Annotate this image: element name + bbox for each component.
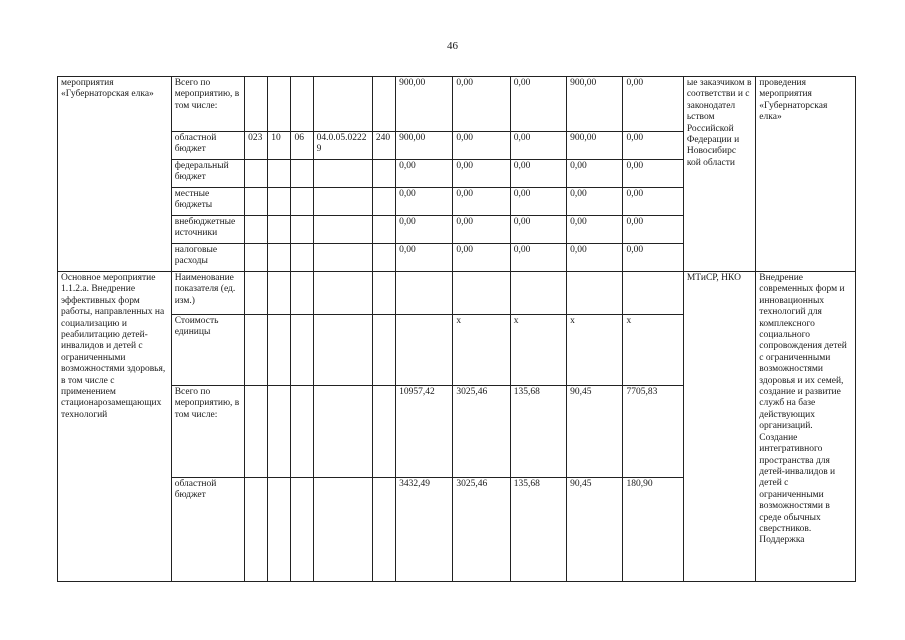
grbs-cell <box>245 272 268 315</box>
expected-result-cell: Внедрение современных форм и инновационных технологий для комплексного социального сопровождения детей с ограниченными возможностями здоровья и их семей, создание и развитие служб на базе действующих организаций. Создание интегративного пространства для детей-инвалидов и детей с ограниченными возможностями в среде обычных сверстников. Поддержка <box>756 272 856 582</box>
target-article-cell <box>313 160 372 188</box>
grbs-cell <box>245 188 268 216</box>
year4-cell: 0,00 <box>623 216 683 244</box>
year2-cell: 0,00 <box>510 160 566 188</box>
subsection-cell <box>291 478 313 582</box>
year3-cell: 90,45 <box>567 386 623 478</box>
subsection-cell <box>291 244 313 272</box>
year1-cell: 0,00 <box>453 160 510 188</box>
section-cell <box>268 160 291 188</box>
section-cell <box>268 77 291 132</box>
total-cell <box>396 272 453 315</box>
funding-source-cell: Всего по мероприятию, в том числе: <box>171 386 244 478</box>
year3-cell: 900,00 <box>567 77 623 132</box>
grbs-cell: 023 <box>245 132 268 160</box>
executor-cell: ые заказчиком в соответстви и с законодател ьством Российской Федерации и Новосибирс кой области <box>683 77 755 272</box>
target-article-cell <box>313 188 372 216</box>
section-cell <box>268 315 291 386</box>
expense-type-cell: 240 <box>372 132 395 160</box>
grbs-cell <box>245 77 268 132</box>
section-cell <box>268 386 291 478</box>
expense-type-cell <box>372 160 395 188</box>
funding-source-cell: внебюджетные источники <box>171 216 244 244</box>
page-number: 46 <box>447 40 458 52</box>
funding-source-cell: налоговые расходы <box>171 244 244 272</box>
expense-type-cell <box>372 386 395 478</box>
section-cell: 10 <box>268 132 291 160</box>
event-name-cell: мероприятия «Губернаторская елка» <box>58 77 172 272</box>
total-cell <box>396 315 453 386</box>
section-cell <box>268 272 291 315</box>
target-article-cell: 04.0.05.02229 <box>313 132 372 160</box>
target-article-cell <box>313 315 372 386</box>
expense-type-cell <box>372 478 395 582</box>
target-article-cell <box>313 478 372 582</box>
subsection-cell <box>291 272 313 315</box>
funding-source-cell: местные бюджеты <box>171 188 244 216</box>
funding-source-cell: Наименование показателя (ед. изм.) <box>171 272 244 315</box>
funding-source-cell: областной бюджет <box>171 478 244 582</box>
target-article-cell <box>313 216 372 244</box>
year2-cell: х <box>510 315 566 386</box>
executor-cell: МТиСР, НКО <box>683 272 755 582</box>
total-cell: 10957,42 <box>396 386 453 478</box>
year4-cell <box>623 272 683 315</box>
year4-cell: 0,00 <box>623 244 683 272</box>
funding-table <box>57 76 856 582</box>
year1-cell: 0,00 <box>453 77 510 132</box>
year4-cell: 0,00 <box>623 188 683 216</box>
grbs-cell <box>245 315 268 386</box>
year3-cell: 0,00 <box>567 160 623 188</box>
year2-cell: 0,00 <box>510 132 566 160</box>
subsection-cell <box>291 160 313 188</box>
funding-source-cell: Стоимость единицы <box>171 315 244 386</box>
year3-cell: х <box>567 315 623 386</box>
section-cell <box>268 216 291 244</box>
year4-cell: 180,90 <box>623 478 683 582</box>
section-cell <box>268 478 291 582</box>
year4-cell: 0,00 <box>623 132 683 160</box>
grbs-cell <box>245 216 268 244</box>
year1-cell <box>453 272 510 315</box>
year4-cell: 0,00 <box>623 160 683 188</box>
expense-type-cell <box>372 315 395 386</box>
funding-source-cell: областной бюджет <box>171 132 244 160</box>
year1-cell: 0,00 <box>453 244 510 272</box>
subsection-cell <box>291 77 313 132</box>
grbs-cell <box>245 478 268 582</box>
year1-cell: х <box>453 315 510 386</box>
funding-source-cell: федеральный бюджет <box>171 160 244 188</box>
year3-cell: 0,00 <box>567 216 623 244</box>
year2-cell <box>510 272 566 315</box>
year1-cell: 0,00 <box>453 216 510 244</box>
year4-cell: 0,00 <box>623 77 683 132</box>
expense-type-cell <box>372 244 395 272</box>
table-row <box>58 77 856 132</box>
subsection-cell <box>291 386 313 478</box>
subsection-cell <box>291 188 313 216</box>
grbs-cell <box>245 244 268 272</box>
table-body <box>58 77 856 582</box>
total-cell: 0,00 <box>396 216 453 244</box>
year2-cell: 0,00 <box>510 77 566 132</box>
funding-source-cell: Всего по мероприятию, в том числе: <box>171 77 244 132</box>
year1-cell: 3025,46 <box>453 386 510 478</box>
target-article-cell <box>313 386 372 478</box>
year2-cell: 0,00 <box>510 216 566 244</box>
year3-cell: 900,00 <box>567 132 623 160</box>
expense-type-cell <box>372 272 395 315</box>
total-cell: 900,00 <box>396 132 453 160</box>
total-cell: 0,00 <box>396 244 453 272</box>
expense-type-cell <box>372 188 395 216</box>
total-cell: 0,00 <box>396 188 453 216</box>
grbs-cell <box>245 386 268 478</box>
expected-result-cell: проведения мероприятия «Губернаторская елка» <box>756 77 856 272</box>
year4-cell: х <box>623 315 683 386</box>
grbs-cell <box>245 160 268 188</box>
target-article-cell <box>313 77 372 132</box>
expense-type-cell <box>372 77 395 132</box>
subsection-cell: 06 <box>291 132 313 160</box>
year2-cell: 135,68 <box>510 386 566 478</box>
total-cell: 3432,49 <box>396 478 453 582</box>
year2-cell: 0,00 <box>510 188 566 216</box>
expense-type-cell <box>372 216 395 244</box>
year1-cell: 3025,46 <box>453 478 510 582</box>
section-cell <box>268 244 291 272</box>
year2-cell: 0,00 <box>510 244 566 272</box>
subsection-cell <box>291 315 313 386</box>
table-row <box>58 272 856 315</box>
event-name-cell: Основное мероприятие 1.1.2.а. Внедрение эффективных форм работы, направленных на социализацию и реабилитацию детей-инвалидов и детей с ограниченными возможностями здоровья, в том числе с применением стационарозамещающих технологий <box>58 272 172 582</box>
subsection-cell <box>291 216 313 244</box>
year1-cell: 0,00 <box>453 132 510 160</box>
total-cell: 900,00 <box>396 77 453 132</box>
year3-cell <box>567 272 623 315</box>
target-article-cell <box>313 244 372 272</box>
section-cell <box>268 188 291 216</box>
year3-cell: 90,45 <box>567 478 623 582</box>
year3-cell: 0,00 <box>567 244 623 272</box>
year4-cell: 7705,83 <box>623 386 683 478</box>
total-cell: 0,00 <box>396 160 453 188</box>
target-article-cell <box>313 272 372 315</box>
year3-cell: 0,00 <box>567 188 623 216</box>
year1-cell: 0,00 <box>453 188 510 216</box>
year2-cell: 135,68 <box>510 478 566 582</box>
